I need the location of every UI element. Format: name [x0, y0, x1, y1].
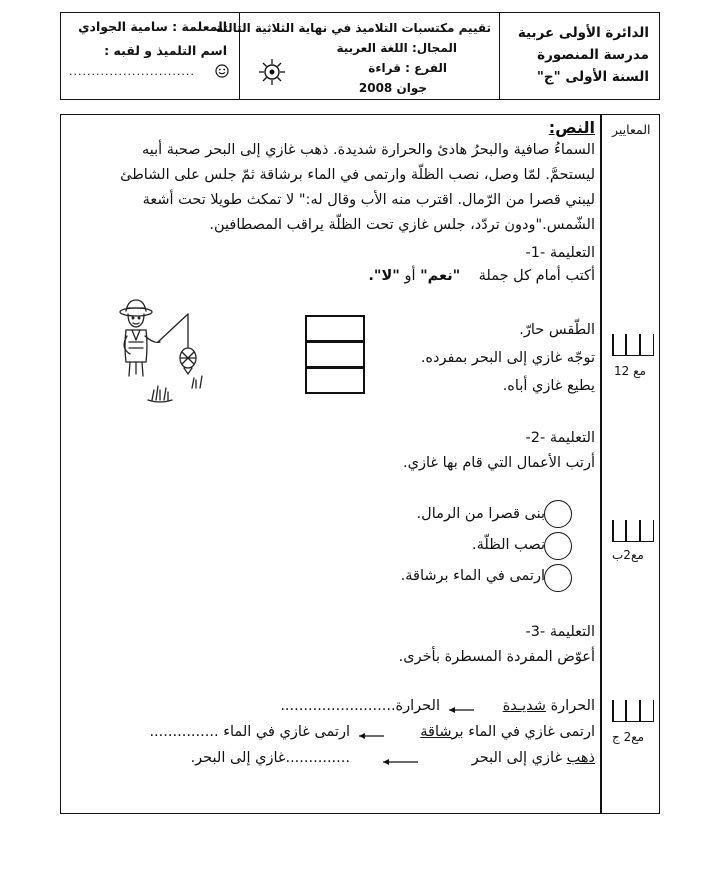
criteria-header: المعايير [612, 122, 651, 137]
student-name-field[interactable]: ............................ [69, 65, 195, 78]
task3-row2-source: ارتمى غازي في الماء برشاقة [420, 724, 595, 740]
exam-title: تقييم مكتسبات التلاميذ في نهاية الثلاثية الثالثة [215, 21, 491, 35]
task1-sentence-1: الطّقس حارّ. [519, 322, 595, 338]
school-name: مدرسة المنصورة [537, 47, 649, 63]
task3-row3-word: ذهب [566, 750, 595, 766]
arrow-left-icon [380, 757, 418, 767]
answer-box-1[interactable] [305, 315, 365, 342]
text-heading: النص: [548, 118, 595, 137]
task1-title: التعليمة -1- [525, 245, 595, 261]
task3-row2-answer[interactable]: ارتمى غازي في الماء ............... [149, 724, 350, 740]
task2-item-3: ارتمى في الماء برشاقة. [400, 568, 545, 584]
criteria-divider [600, 114, 602, 814]
header-table [60, 12, 660, 100]
task3-row1-word: شديـدة [502, 698, 546, 714]
arrow-left-icon [446, 705, 474, 715]
task1-instruction-start: أكتب أمام كل جملة [478, 268, 595, 284]
task3-title: التعليمة -3- [525, 624, 595, 640]
task3-row3-source: ذهب غازي إلى البحر [471, 750, 595, 766]
arrow-left-icon [356, 731, 384, 741]
criterion1-label: مع 12 [614, 364, 646, 378]
task1-sentence-2: توجّه غازي إلى البحر بمفرده. [420, 350, 595, 366]
exam-branch: الفرع : قراءة [368, 61, 447, 75]
criterion2-label: مع2ب [612, 548, 644, 562]
task1-or: أو [404, 268, 416, 284]
task1-no: "لا". [368, 268, 400, 284]
district-name: الدائرة الأولى عربية [517, 25, 649, 41]
task2-item-1: بنى قصرا من الرمال. [416, 506, 545, 522]
task1-sentence-3: يطيع غازي أباه. [502, 378, 595, 394]
order-circle-1[interactable] [544, 500, 572, 528]
grade-name: السنة الأولى "ج" [536, 69, 649, 85]
task1-yes: "نعم" [420, 268, 461, 284]
smiley-icon [215, 64, 229, 78]
student-name-label: اسم التلميذ و لقبه : [104, 43, 227, 58]
exam-date: جوان 2008 [358, 81, 427, 95]
teacher-name: المعلمة : سامية الجوادي [78, 19, 227, 34]
text-line-1: السماءُ صافية والبحرُ هادئ والحرارة شديدة. ذهب غازي إلى البحر صحبة أبيه [141, 142, 595, 158]
text-line-4: الشّمس."ودون تردّد، جلس غازي تحت الظلّة يراقب المصطافين. [209, 217, 595, 233]
task3-row2-word: برشاقة [420, 724, 464, 740]
task3-row1-answer[interactable]: الحرارة......................... [280, 698, 440, 714]
answer-box-3[interactable] [305, 367, 365, 394]
task3-instruction: أعوّض المفردة المسطرة بأخرى. [398, 649, 595, 665]
task2-title: التعليمة -2- [525, 430, 595, 446]
criterion1-score-bars [612, 334, 654, 356]
exam-domain: المجال: اللغة العربية [336, 41, 457, 55]
task3-row1-source: الحرارة شديـدة [502, 698, 595, 714]
fishing-boy-illustration [108, 296, 218, 412]
header-divider-right [499, 13, 500, 99]
order-circle-2[interactable] [544, 532, 572, 560]
criterion3-label: مع2 ج [612, 730, 645, 744]
task2-instruction: أرتب الأعمال التي قام بها غازي. [403, 455, 595, 471]
order-circle-3[interactable] [544, 564, 572, 592]
emblem-icon [257, 57, 287, 87]
criterion3-score-bars [612, 700, 654, 722]
criterion2-score-bars [612, 520, 654, 542]
task1-instruction [368, 268, 595, 284]
text-line-2: ليستحمَّ. لمّا وصل، نصب الظلّة وارتمى في الماء برشاقة ثمّ جلس على الشاطئ [120, 167, 595, 183]
task3-row3-answer[interactable]: ..............غازي إلى البحر. [190, 750, 350, 766]
task2-item-2: نصب الظلّة. [472, 537, 545, 553]
text-line-3: ليبني قصرا من الرّمال. اقترب منه الأب وقال له:" لا تمكث طويلا تحت أشعة [142, 192, 595, 208]
answer-box-2[interactable] [305, 341, 365, 368]
